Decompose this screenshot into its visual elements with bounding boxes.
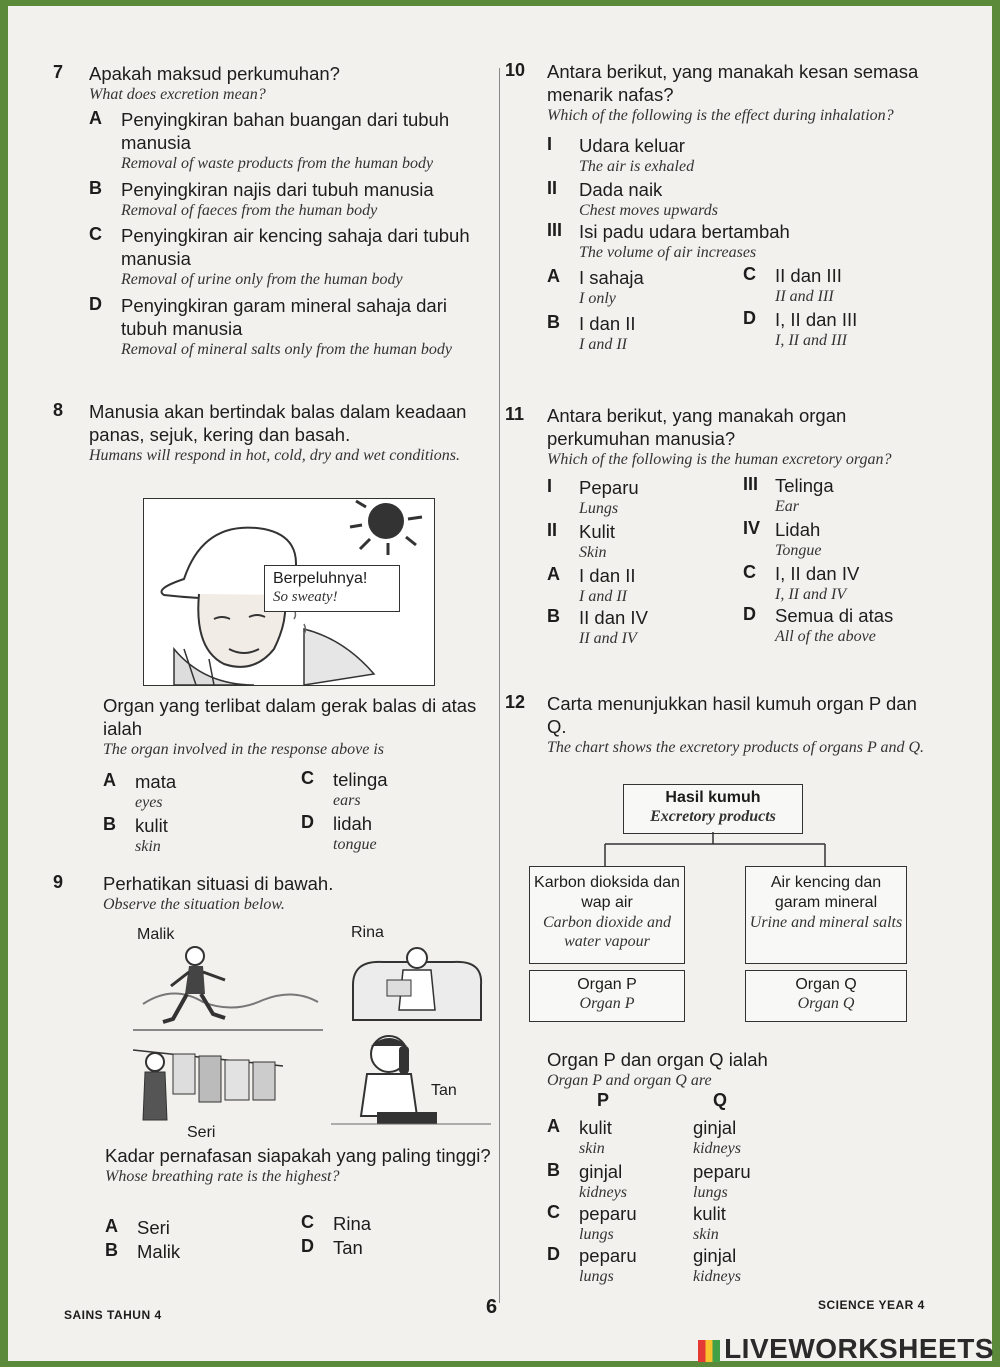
option-text-en: All of the above — [775, 628, 876, 645]
option-p-text-en: skin — [579, 1140, 605, 1157]
option-letter: C — [301, 768, 314, 788]
name-label: Malik — [137, 926, 175, 943]
statement-text: Telinga — [775, 475, 834, 496]
option-text-en: Removal of faeces from the human body — [121, 202, 378, 219]
statement-text: Kulit — [579, 521, 615, 542]
option-text: I, II dan III — [775, 309, 858, 330]
roman-numeral: I — [547, 476, 553, 496]
question-text-en: Which of the following is the human excretory organ? — [547, 451, 892, 468]
option-text: I dan II — [579, 565, 636, 586]
question-text: Manusia akan bertindak balas dalam keadaan panas, sejuk, kering dan basah. — [89, 401, 467, 445]
chart-left-text-en: Carbon dioxide and water vapour — [543, 914, 671, 950]
option-text: Seri — [137, 1217, 170, 1238]
chart-left-box — [529, 866, 685, 964]
option-letter: C — [743, 562, 756, 582]
girl-laundry-icon — [133, 1040, 283, 1130]
question-stem: Organ P dan organ Q ialah — [547, 1049, 768, 1070]
option-letter: B — [89, 178, 102, 198]
option-letter: C — [547, 1202, 560, 1222]
organ-q-box — [745, 970, 907, 1022]
option-p-text: ginjal — [579, 1161, 623, 1182]
option-text: Penyingkiran najis dari tubuh manusia — [121, 179, 434, 200]
malik-running-picture — [133, 924, 323, 1034]
roman-numeral: II — [547, 520, 558, 540]
option-q-text-en: kidneys — [693, 1140, 741, 1157]
option-p-text: peparu — [579, 1245, 637, 1266]
statement-text-en: Lungs — [579, 500, 619, 517]
option-text: I dan II — [579, 313, 636, 334]
option-letter: B — [105, 1240, 118, 1260]
option-text-en: I, II and III — [775, 332, 847, 349]
option-text: I sahaja — [579, 267, 644, 288]
option-text-en: skin — [135, 838, 161, 855]
chart-right-text: Air kencing dan garam mineral — [770, 874, 882, 911]
option-text: Penyingkiran air kencing sahaja dari tubuh manusia — [121, 225, 470, 269]
bubble-text: Berpeluhnya! — [273, 570, 368, 587]
question-number: 11 — [505, 404, 525, 424]
statement-text: Udara keluar — [579, 135, 685, 156]
chart-right-text-en: Urine and mineral salts — [749, 914, 903, 931]
column-header-p: P — [597, 1090, 610, 1110]
option-text-en: I only — [579, 290, 616, 307]
question-text-en: Humans will respond in hot, cold, dry and wet conditions. — [89, 447, 460, 464]
statement-text-en: Ear — [775, 498, 799, 515]
question-text: Carta menunjukkan hasil kumuh organ P dan Q. — [547, 693, 917, 737]
question-text-en: Observe the situation below. — [103, 896, 285, 913]
option-text: mata — [135, 771, 177, 792]
question-number: 10 — [505, 60, 526, 80]
name-label: Rina — [351, 924, 384, 941]
option-text: Penyingkiran garam mineral sahaja dari tubuh manusia — [121, 295, 447, 339]
option-letter: A — [547, 266, 560, 286]
page-number: 6 — [486, 1296, 498, 1318]
organ-p-text: Organ P — [577, 976, 637, 993]
question-stem-en: The organ involved in the response above is — [103, 741, 384, 758]
question-stem-en: Whose breathing rate is the highest? — [105, 1168, 340, 1185]
sweating-man-illustration — [143, 498, 435, 686]
question-stem-en: Organ P and organ Q are — [547, 1072, 712, 1089]
option-p-text-en: lungs — [579, 1226, 614, 1243]
option-q-text: ginjal — [693, 1245, 737, 1266]
option-text: Tan — [333, 1237, 363, 1258]
statement-text: Dada naik — [579, 179, 663, 200]
option-letter: A — [547, 564, 560, 584]
option-text: II dan III — [775, 265, 842, 286]
chart-left-text: Karbon dioksida dan wap air — [534, 874, 680, 911]
option-letter: A — [103, 770, 116, 790]
option-p-text-en: kidneys — [579, 1184, 627, 1201]
option-text: telinga — [333, 769, 388, 790]
option-text: kulit — [135, 815, 168, 836]
option-letter: C — [89, 224, 102, 244]
statement-text-en: The air is exhaled — [579, 158, 695, 175]
question-number: 9 — [53, 872, 64, 892]
option-text: Malik — [137, 1241, 181, 1262]
roman-numeral: III — [547, 220, 563, 240]
question-text: Perhatikan situasi di bawah. — [103, 873, 334, 894]
liveworksheets-wordmark: LIVEWORKSHEETS — [724, 1333, 994, 1364]
option-text-en: Removal of urine only from the human body — [121, 271, 403, 288]
option-text: Rina — [333, 1213, 372, 1234]
option-text-en: tongue — [333, 836, 377, 853]
column-divider — [499, 68, 500, 1303]
boy-telephone-icon — [331, 1032, 491, 1128]
footer-right-label: SCIENCE YEAR 4 — [818, 1298, 925, 1312]
organ-p-text-en: Organ P — [579, 995, 635, 1012]
option-letter: A — [89, 108, 102, 128]
question-text-en: Which of the following is the effect during inhalation? — [547, 107, 894, 124]
question-text: Antara berikut, yang manakah kesan semasa menarik nafas? — [547, 61, 919, 105]
footer-left-label: SAINS TAHUN 4 — [64, 1308, 162, 1322]
option-letter: D — [547, 1244, 560, 1264]
question-number: 8 — [53, 400, 64, 420]
question-text-en: What does excretion mean? — [89, 86, 266, 103]
chart-root-text: Hasil kumuh — [665, 789, 761, 806]
question-text: Antara berikut, yang manakah organ perkumuhan manusia? — [547, 405, 847, 449]
question-number: 12 — [505, 692, 526, 712]
roman-numeral: I — [547, 134, 553, 154]
speech-bubble — [264, 565, 400, 612]
option-letter: B — [103, 814, 116, 834]
option-text: Semua di atas — [775, 605, 894, 626]
statement-text-en: Skin — [579, 544, 607, 561]
option-p-text: kulit — [579, 1117, 612, 1138]
seri-laundry-picture — [133, 1040, 283, 1150]
roman-numeral: III — [743, 474, 759, 494]
option-text-en: I, II and IV — [775, 586, 847, 603]
option-letter: D — [89, 294, 102, 314]
option-letter: A — [547, 1116, 560, 1136]
option-q-text: peparu — [693, 1161, 751, 1182]
option-text-en: II and III — [775, 288, 834, 305]
chart-root-text-en: Excretory products — [650, 808, 776, 825]
option-text-en: Removal of mineral salts only from the human body — [121, 341, 452, 358]
liveworksheets-logo[interactable] — [698, 1333, 994, 1365]
statement-text-en: Tongue — [775, 542, 822, 559]
option-letter: D — [301, 1236, 314, 1256]
option-letter: B — [547, 1160, 560, 1180]
option-q-text: kulit — [693, 1203, 726, 1224]
option-q-text-en: kidneys — [693, 1268, 741, 1285]
statement-text: Lidah — [775, 519, 821, 540]
question-text-en: The chart shows the excretory products of organs P and Q. — [547, 739, 925, 756]
option-text-en: I and II — [579, 336, 627, 353]
name-label: Tan — [431, 1082, 457, 1099]
statement-text: Peparu — [579, 477, 639, 498]
option-letter: D — [743, 308, 756, 328]
chart-right-box — [745, 866, 907, 964]
option-text: II dan IV — [579, 607, 648, 628]
option-text-en: Removal of waste products from the human body — [121, 155, 434, 172]
running-boy-icon — [133, 944, 323, 1034]
option-text: I, II dan IV — [775, 563, 860, 584]
option-letter: B — [547, 606, 560, 626]
bubble-text-en: So sweaty! — [273, 589, 338, 605]
name-label: Seri — [187, 1124, 216, 1141]
option-letter: D — [301, 812, 314, 832]
option-text-en: I and II — [579, 588, 627, 605]
roman-numeral: IV — [743, 518, 761, 538]
option-text-en: eyes — [135, 794, 163, 811]
column-header-q: Q — [713, 1090, 728, 1110]
option-text: Penyingkiran bahan buangan dari tubuh manusia — [121, 109, 450, 153]
option-letter: A — [105, 1216, 118, 1236]
option-text-en: ears — [333, 792, 361, 809]
roman-numeral: II — [547, 178, 558, 198]
option-q-text-en: lungs — [693, 1184, 728, 1201]
chart-connector-lines — [505, 832, 945, 868]
option-letter: D — [743, 604, 756, 624]
option-letter: C — [301, 1212, 314, 1232]
option-p-text: peparu — [579, 1203, 637, 1224]
chart-root-box — [623, 784, 803, 834]
organ-q-text-en: Organ Q — [797, 995, 855, 1012]
question-text: Apakah maksud perkumuhan? — [89, 63, 340, 84]
organ-q-text: Organ Q — [795, 976, 857, 993]
statement-text-en: The volume of air increases — [579, 244, 757, 261]
girl-sofa-icon — [343, 940, 493, 1030]
tan-phone-picture — [331, 1032, 491, 1142]
statement-text-en: Chest moves upwards — [579, 202, 718, 219]
worksheet-page — [8, 6, 992, 1361]
option-text-en: II and IV — [579, 630, 637, 647]
option-text: lidah — [333, 813, 373, 834]
option-letter: B — [547, 312, 560, 332]
option-q-text: ginjal — [693, 1117, 737, 1138]
question-stem: Kadar pernafasan siapakah yang paling tinggi? — [105, 1145, 491, 1166]
option-letter: C — [743, 264, 756, 284]
question-stem: Organ yang terlibat dalam gerak balas di atas ialah — [103, 695, 477, 739]
liveworksheets-icon — [698, 1340, 720, 1362]
rina-sitting-picture — [343, 920, 493, 1030]
option-q-text-en: skin — [693, 1226, 719, 1243]
organ-p-box — [529, 970, 685, 1022]
question-number: 7 — [53, 62, 64, 82]
statement-text: Isi padu udara bertambah — [579, 221, 790, 242]
option-p-text-en: lungs — [579, 1268, 614, 1285]
